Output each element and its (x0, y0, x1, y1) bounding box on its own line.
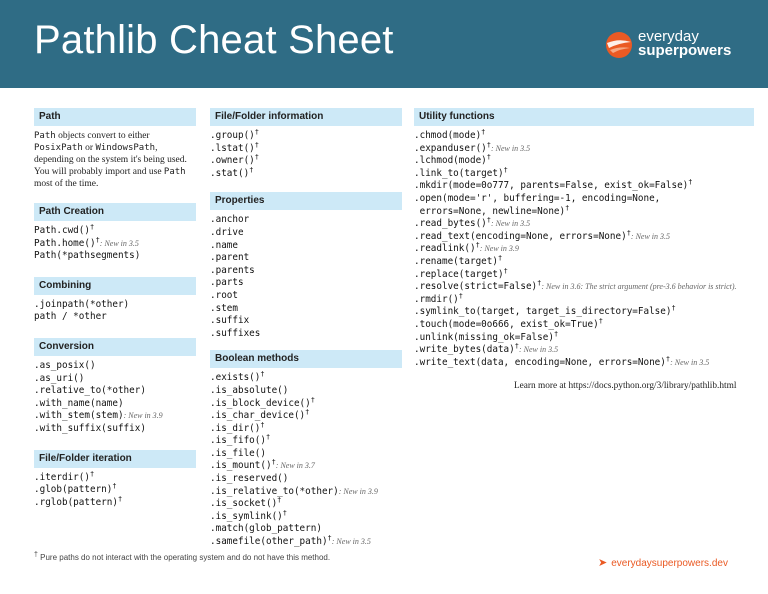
dagger-marker: † (34, 551, 38, 559)
section-heading-combining: Combining (34, 277, 196, 295)
footer-website-text: everydaysuperpowers.dev (611, 558, 728, 569)
section-heading-path-creation: Path Creation (34, 203, 196, 221)
path-creation-list: Path.cwd()† Path.home()†: New in 3.5 Path(*pathsegments) (34, 222, 141, 262)
column-left (34, 108, 196, 509)
info-list: .group()† .lstat()† .owner()† .stat()† (210, 127, 259, 179)
logo-text-everyday: everyday (638, 28, 699, 45)
conversion-list: .as_posix() .as_uri() .relative_to(*other) .with_name(name) .with_stem(stem): New in 3.9 .with_suffix(suffix) (34, 359, 163, 434)
utility-list: .chmod(mode)† .expanduser()†: New in 3.5 .lchmod(mode)† .link_to(target)† .mkdir(mode=0o777, parents=False, exist_ok=False)† .open(mode='r', buffering=-1, encoding=None, errors=None, newline=None)† .read_bytes()†: New in 3.5 .read_text(encoding=None, errors=None)†: New in 3.5 .readlink()†: New in 3.9 .rename(target)† .replace(target)† .resolve(strict=False)†: New in 3.6: The strict argument (pre-3.6 behavior is strict). .rmdir()† .symlink_to(target, target_is_directory=False)† .touch(mode=0o666, exist_ok=True)† .unlink(missing_ok=False)† .write_bytes(data)†: New in 3.5 .write_text(data, encoding=None, errors=None)†: New in 3.5 (414, 127, 737, 368)
page-title: Pathlib Cheat Sheet (34, 18, 394, 62)
logo-text-superpowers: superpowers (638, 42, 732, 59)
properties-list: .anchor .drive .name .parent .parents .parts .root .stem .suffix .suffixes (210, 214, 261, 339)
learn-more-link[interactable]: Learn more at https://docs.python.org/3/library/pathlib.html (514, 381, 737, 391)
section-heading-path: Path (34, 108, 196, 126)
section-heading-conversion: Conversion (34, 338, 196, 356)
section-heading-boolean: Boolean methods (210, 350, 402, 368)
footer-website-link[interactable] (598, 556, 728, 569)
section-heading-utility: Utility functions (414, 108, 754, 126)
arrow-icon: ➤ (598, 557, 608, 569)
iteration-list: .iterdir()† .glob(pattern)† .rglob(pattern)† (34, 469, 123, 508)
footnote-text: Pure paths do not interact with the operating system and do not have this method. (40, 553, 331, 562)
section-heading-info: File/Folder information (210, 108, 402, 126)
flame-logo-icon (604, 30, 634, 60)
section-heading-properties: Properties (210, 192, 402, 210)
footnote (34, 553, 330, 562)
path-description: Path objects convert to either PosixPath or WindowsPath, depending on the system it's being used. You will probably import and use Path most of the time. (34, 131, 187, 189)
column-right (414, 108, 754, 369)
column-middle (210, 108, 402, 549)
boolean-list: .exists()† .is_absolute() .is_block_device()† .is_char_device()† .is_dir()† .is_fifo()† .is_file() .is_mount()†: New in 3.7 .is_reserved() .is_relative_to(*other): New in 3.9 .is_socket()† .is_symlink()† .match(glob_pattern) .samefile(other_path)†: New in 3.5 (210, 370, 378, 548)
header-banner (0, 0, 768, 88)
section-heading-iteration: File/Folder iteration (34, 450, 196, 468)
combining-list: .joinpath(*other) path / *other (34, 298, 130, 323)
